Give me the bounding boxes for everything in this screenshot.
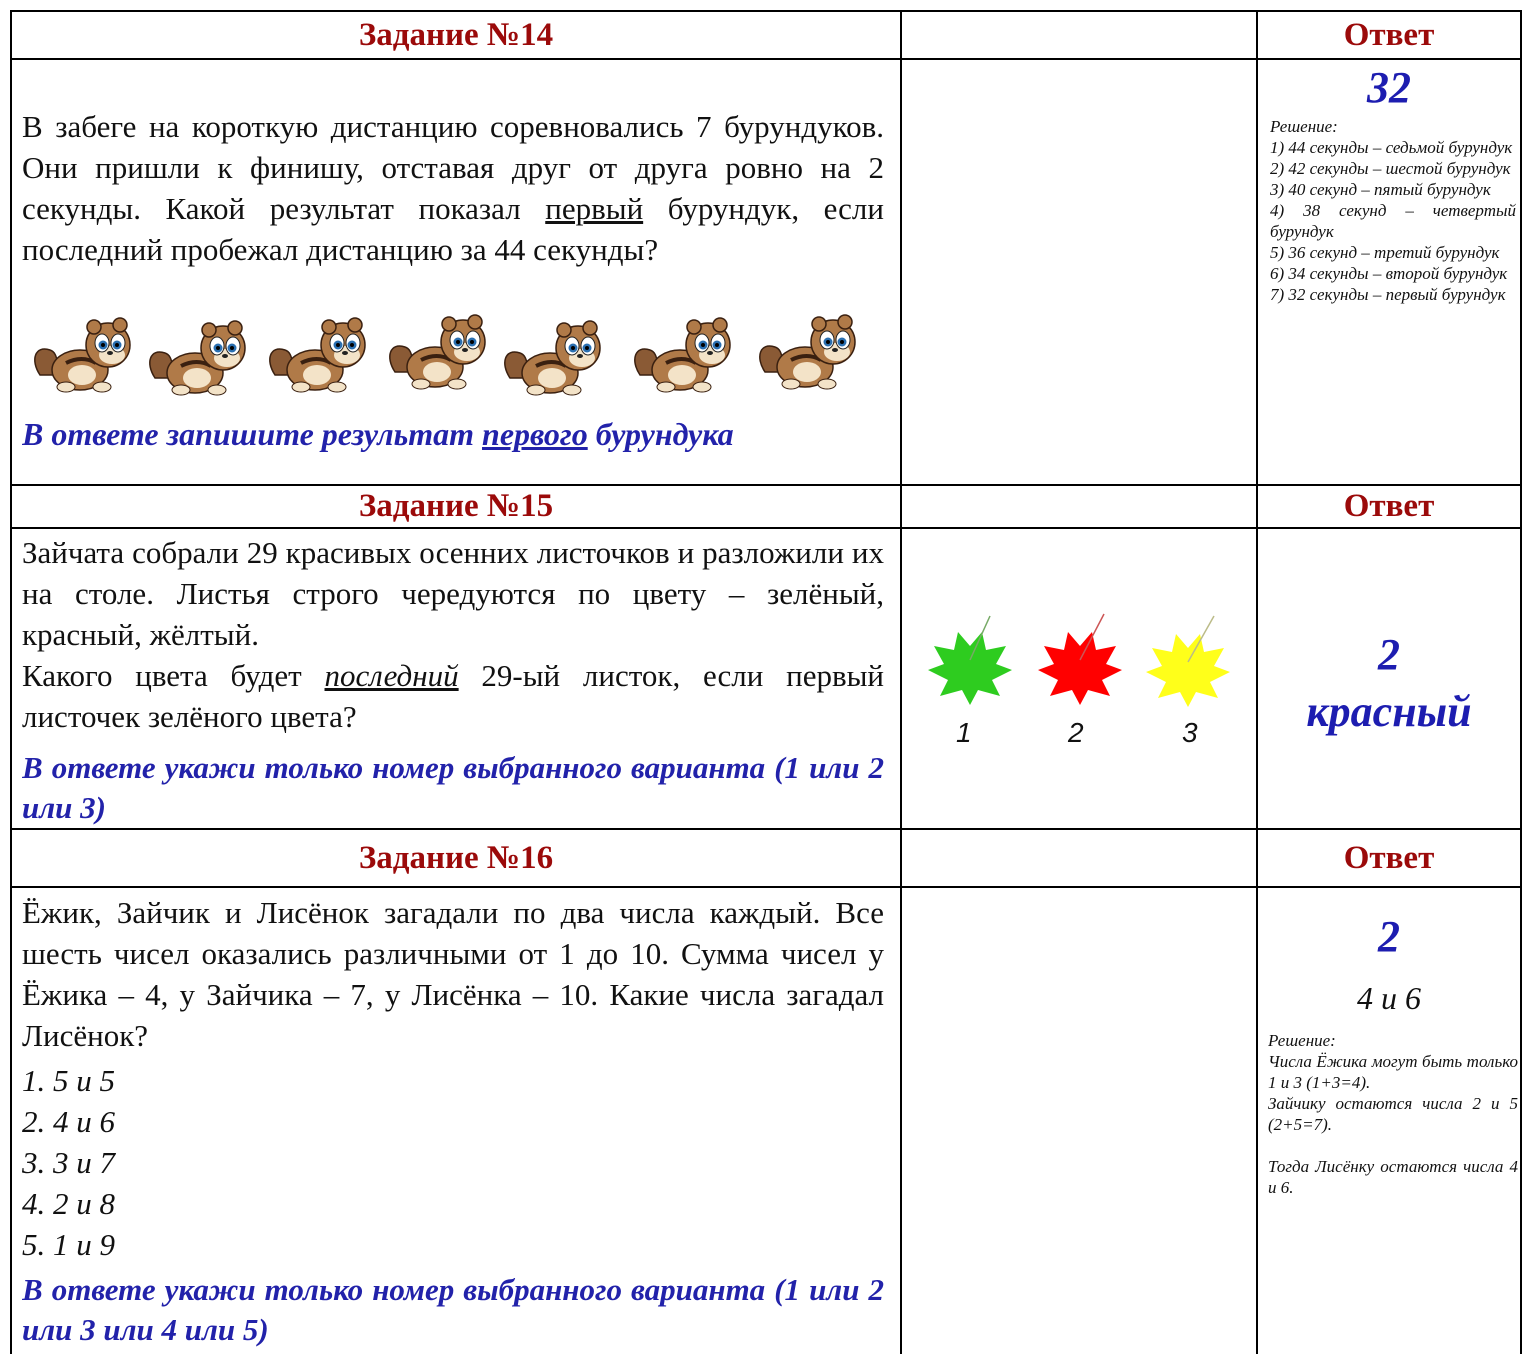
- task-16-answer-header: Ответ: [1343, 840, 1435, 876]
- column-divider: [1256, 10, 1258, 1354]
- chipmunk-image: [760, 315, 855, 389]
- task-14-solution: Решение: 1) 44 секунды – седьмой бурундук 2) 42 секунды – шестой бурундук 3) 40 секунд – пятый бурундук 4) 38 секунд – четвертый бурундук 5) 36 секунд – третий бурундук 6) 34 секунды – второй бурундук 7) 32 секунды – первый бурундук: [1270, 117, 1516, 304]
- option-item: 5. 1 и 9: [22, 1227, 115, 1262]
- task-16-answer-sub: 4 и 6: [1357, 980, 1421, 1016]
- option-item: 1. 5 и 5: [22, 1063, 115, 1098]
- task-15-text: Зайчата собрали 29 красивых осенних листочков и разложили их на столе. Листья строго чередуются по цвету – зелёный, красный, жёлтый. Какого цвета будет последний 29-ый листок, если первый листочек зелёного цвета?: [22, 535, 884, 734]
- chipmunk-image: [635, 318, 730, 392]
- chipmunk-image: [270, 318, 365, 392]
- task-16-instruction: В ответе укажи только номер выбранного варианта (1 или 2 или 3 или 4 или 5): [22, 1272, 884, 1347]
- task-15-underlined-word: последний: [324, 658, 459, 693]
- yellow-leaf: [1146, 616, 1230, 707]
- option-item: 3. 3 и 7: [22, 1145, 115, 1180]
- option-item: 2. 4 и 6: [22, 1104, 115, 1139]
- row-divider: [10, 886, 1522, 888]
- chipmunks-illustration: [30, 310, 870, 400]
- task-14-answer-header: Ответ: [1343, 17, 1435, 53]
- leaf-label: 2: [1068, 717, 1084, 748]
- chipmunk-image: [390, 315, 485, 389]
- task-16-answer: 2: [1378, 912, 1400, 961]
- green-leaf: [928, 616, 1012, 705]
- task-15-answer: 2: [1378, 630, 1400, 679]
- leaf-label: 3: [1182, 717, 1198, 748]
- task-14-header: Задание №14: [358, 17, 554, 53]
- task-16-options: [22, 1060, 422, 1270]
- task-14-answer: 32: [1367, 63, 1411, 112]
- task-15-instruction: В ответе укажи только номер выбранного варианта (1 или 2 или 3): [22, 750, 884, 825]
- leaf-label: 1: [956, 717, 972, 748]
- task-16-text: Ёжик, Зайчик и Лисёнок загадали по два числа каждый. Все шесть чисел оказались различными от 1 до 10. Сумма чисел у Ёжика – 4, у Зайчика – 7, у Лисёнка – 10. Какие числа загадал Лисёнок?: [22, 895, 884, 1053]
- task-14-instruction: В ответе запишите результат первого бурундука: [22, 416, 734, 452]
- task-14-text: В забеге на короткую дистанцию соревновались 7 бурундуков. Они пришли к финишу, отставая друг от друга ровно на 2 секунды. Какой результат показал первый бурундук, если последний пробежал дистанцию за 44 секунды?: [22, 109, 884, 267]
- chipmunk-image: [150, 321, 245, 395]
- chipmunk-image: [505, 321, 600, 395]
- column-divider: [900, 10, 902, 1354]
- row-divider: [10, 58, 1522, 60]
- task-15-header: Задание №15: [358, 488, 554, 524]
- red-leaf: [1038, 614, 1122, 705]
- chipmunk-image: [35, 318, 130, 392]
- task-16-header: Задание №16: [358, 840, 554, 876]
- row-divider: [10, 527, 1522, 529]
- task-15-answer-word: красный: [1306, 687, 1472, 736]
- option-item: 4. 2 и 8: [22, 1186, 115, 1221]
- task-16-solution: Решение: Числа Ёжика могут быть только 1 и 3 (1+3=4). Зайчику остаются числа 2 и 5 (2+5=7). Тогда Лисёнку остаются числа 4 и 6.: [1268, 1031, 1518, 1197]
- task-14-underlined-word: первый: [545, 191, 644, 226]
- task-15-answer-header: Ответ: [1343, 488, 1435, 524]
- leaves-illustration: [910, 600, 1250, 760]
